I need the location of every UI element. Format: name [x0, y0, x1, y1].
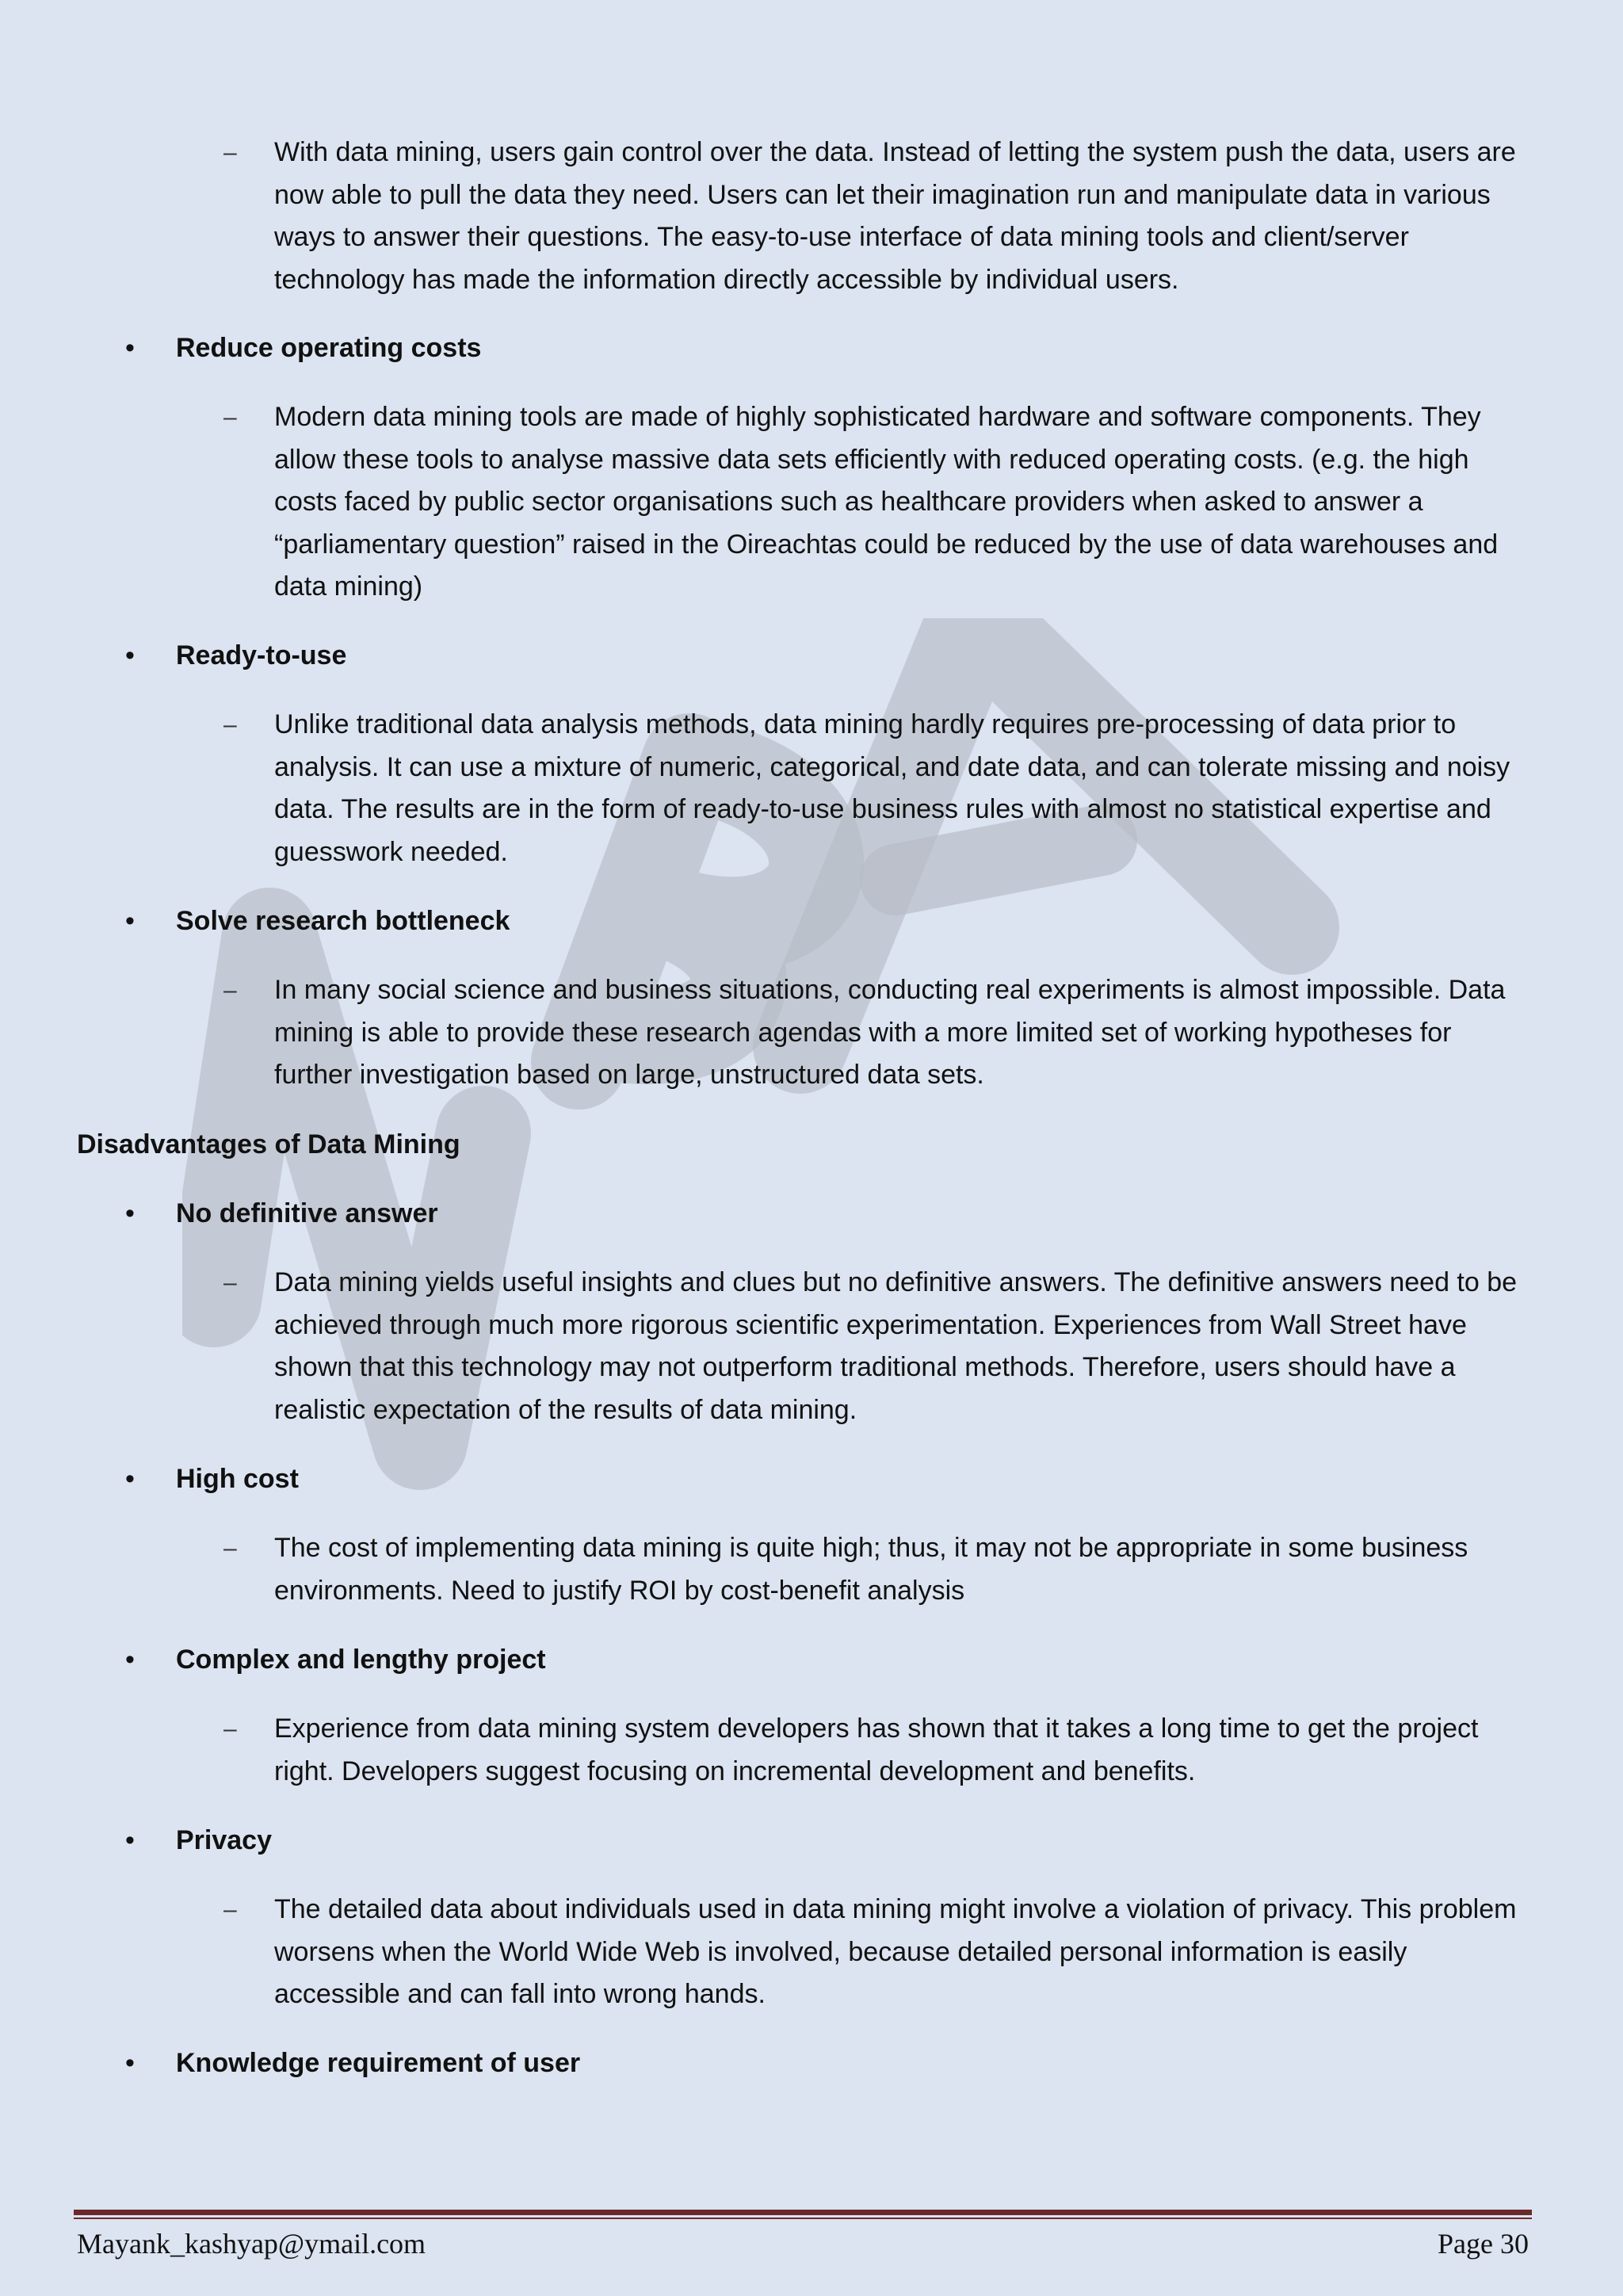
bullet-heading: No definitive answer [176, 1198, 438, 1228]
bullet-heading: Reduce operating costs [176, 333, 482, 363]
bullet-marker: • [125, 333, 135, 363]
bullet-heading: Solve research bottleneck [176, 906, 510, 936]
bullet-marker: • [125, 906, 135, 936]
sub-point: In many social science and business situations, conducting real experiments is almost impossible. Data mining is able to provide these research agendas with a more limited set of working hypotheses for further investigation based on large, unstructured data sets. [274, 975, 1506, 1090]
bullet-marker: • [125, 640, 135, 670]
dash-marker: – [223, 404, 237, 430]
bullet-marker: • [125, 1464, 135, 1494]
sub-point: The cost of implementing data mining is quite high; thus, it may not be appropriate in some business environments. Need to justify ROI by cost-benefit analysis [274, 1533, 1468, 1606]
sub-point: Experience from data mining system developers has shown that it takes a long time to get the project right. Developers suggest focusing on incremental development and benefits. [274, 1713, 1479, 1786]
sub-point: Unlike traditional data analysis methods, data mining hardly requires pre-processing of data prior to analysis. It can use a mixture of numeric, categorical, and date data, and can tolerate missing and noisy data. The results are in the form of ready-to-use business rules with almost no statistical expertise and guesswork needed. [274, 709, 1510, 867]
footer-page-number: Page 30 [1438, 2228, 1529, 2260]
dash-marker: – [223, 139, 237, 166]
dash-marker: – [223, 1716, 237, 1742]
sub-point: The detailed data about individuals used in data mining might involve a violation of privacy. This problem worsens when the World Wide Web is involved, because detailed personal information is easily accessible and can fall into wrong hands. [274, 1894, 1517, 2009]
section-heading: Disadvantages of Data Mining [77, 1129, 460, 1159]
dash-marker: – [223, 1535, 237, 1561]
sub-point: Modern data mining tools are made of highly sophisticated hardware and software components. They allow these tools to analyse massive data sets efficiently with reduced operating costs. (e.g. the high costs faced by public sector organisations such as healthcare providers when asked to answer a “parliamentary question” raised in the Oireachtas could be reduced by the use of data warehouses and data mining) [274, 402, 1499, 602]
bullet-heading: Complex and lengthy project [176, 1645, 546, 1675]
bullet-heading: High cost [176, 1464, 299, 1494]
dash-marker: – [223, 1270, 237, 1296]
bullet-marker: • [125, 1198, 135, 1228]
bullet-marker: • [125, 1645, 135, 1675]
dash-marker: – [223, 977, 237, 1003]
dash-marker: – [223, 1897, 237, 1923]
bullet-heading: Privacy [176, 1825, 272, 1855]
bullet-marker: • [125, 2048, 135, 2078]
bullet-heading: Ready-to-use [176, 640, 347, 670]
bullet-marker: • [125, 1825, 135, 1855]
footer-email: Mayank_kashyap@ymail.com [77, 2228, 426, 2260]
sub-point: Data mining yields useful insights and clues but no definitive answers. The definitive answers need to be achieved through much more rigorous scientific experimentation. Experiences from Wall Street have shown that this technology may not outperform traditional methods. Therefore, users should have a realistic expectation of the results of data mining. [274, 1267, 1518, 1425]
footer-rule-thin [74, 2218, 1532, 2219]
sub-point: With data mining, users gain control over the data. Instead of letting the system push the data, users are now able to pull the data they need. Users can let their imagination run and manipulate data in various ways to answer their questions. The easy-to-use interface of data mining tools and client/server technology has made the information directly accessible by individual users. [274, 137, 1516, 295]
bullet-heading: Knowledge requirement of user [176, 2048, 581, 2078]
footer-rule [74, 2210, 1532, 2215]
dash-marker: – [223, 712, 237, 738]
